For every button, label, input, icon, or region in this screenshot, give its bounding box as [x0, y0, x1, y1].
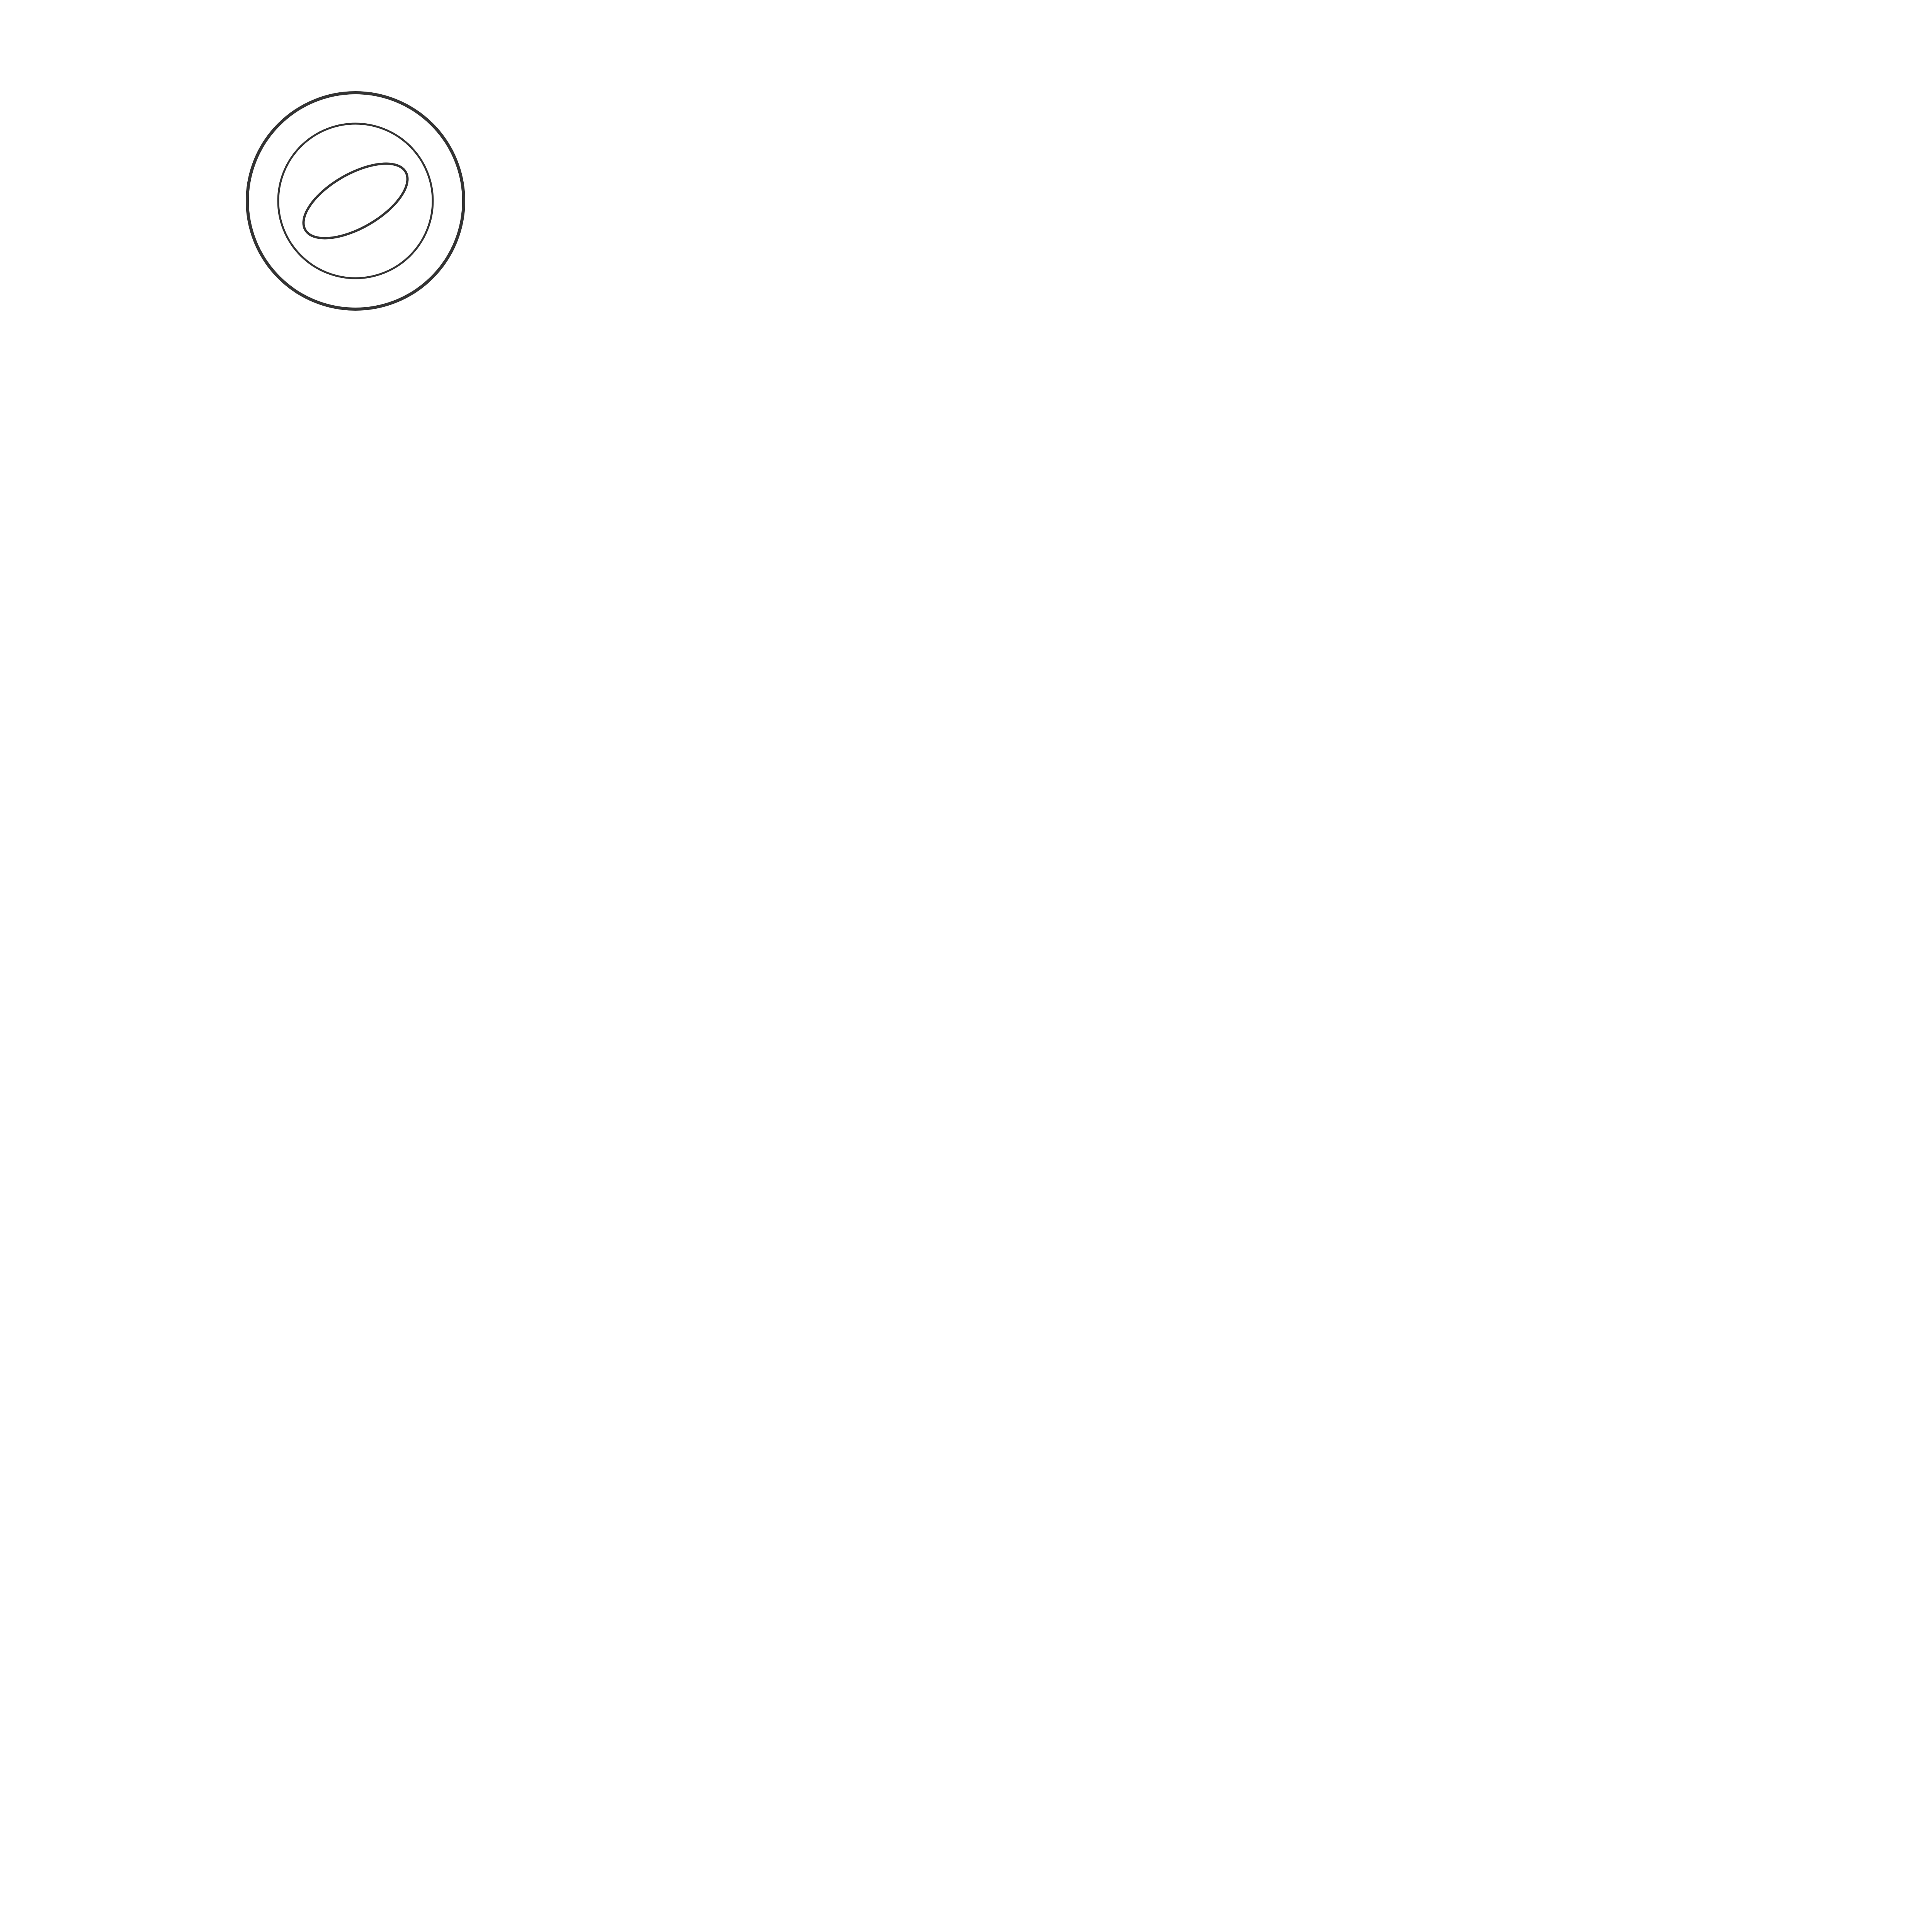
- round-stamp: [247, 93, 464, 309]
